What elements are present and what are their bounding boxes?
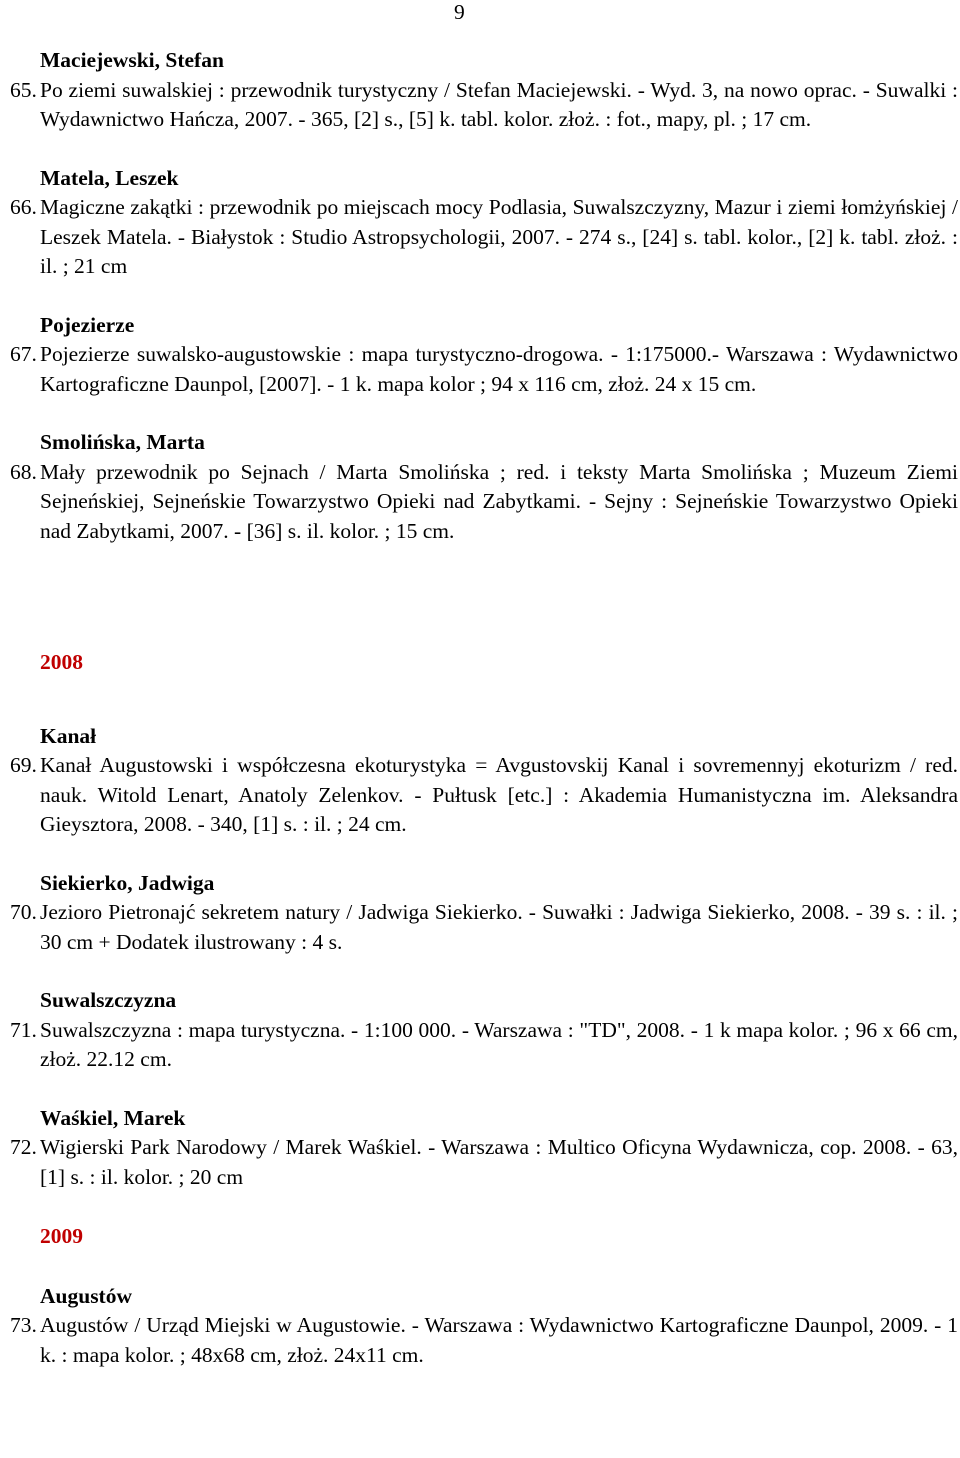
page-number: 9 <box>454 0 465 24</box>
entry-text: Jezioro Pietronajć sekretem natury / Jadwiga Siekierko. - Suwałki : Jadwiga Siekierko, 2008. - 39 s. : il. ; 30 cm + Dodatek ilustrowany : 4 s. <box>40 900 958 954</box>
author-heading: Smolińska, Marta <box>40 430 205 454</box>
bibliography-entry <box>10 1311 958 1370</box>
bibliography-entry <box>10 898 958 957</box>
entry-number: 66. <box>10 195 37 219</box>
entry-number: 65. <box>10 77 37 102</box>
bibliography-list <box>10 46 958 1370</box>
entry-text: Suwalszczyzna : mapa turystyczna. - 1:100 000. - Warszawa : "TD", 2008. - 1 k mapa kolor. ; 96 x 66 cm, złoż. 22.12 cm. <box>40 1017 958 1071</box>
year-heading: 2009 <box>40 1224 83 1248</box>
entry-number: 72. <box>10 1135 37 1159</box>
bibliography-entry <box>10 76 958 135</box>
bibliography-entry <box>10 1133 958 1192</box>
entry-number: 73. <box>10 1313 37 1337</box>
subject-heading: Pojezierze <box>40 312 135 337</box>
entry-number: 71. <box>10 1017 37 1042</box>
bibliography-entry <box>10 1016 958 1075</box>
author-heading: Siekierko, Jadwiga <box>40 870 215 895</box>
year-heading: 2008 <box>40 650 83 674</box>
entry-text: Pojezierze suwalsko-augustowskie : mapa turystyczno-drogowa. - 1:175000.- Warszawa : Wydawnictwo Kartograficzne Daunpol, [2007]. - 1 k. mapa kolor ; 94 x 116 cm, złoż. 24 x 15 cm. <box>40 342 958 396</box>
bibliography-entry <box>10 751 958 840</box>
subject-heading: Kanał <box>40 723 97 748</box>
author-heading: Waśkiel, Marek <box>40 1105 186 1130</box>
entry-text: Kanał Augustowski i współczesna ekoturystyka = Avgustovskij Kanal i sovremennyj ekoturizm / red. nauk. Witold Lenart, Anatoly Zelenkov. - Pułtusk [etc.] : Akademia Humanistyczna im. Aleksandra Gieysztora, 2008. - 340, [1] s. : il. ; 24 cm. <box>40 753 958 836</box>
bibliography-entry <box>10 193 958 282</box>
author-heading: Maciejewski, Stefan <box>40 48 224 72</box>
entry-text: Po ziemi suwalskiej : przewodnik turystyczny / Stefan Maciejewski. - Wyd. 3, na nowo oprac. - Suwalki : Wydawnictwo Hańcza, 2007. - 365, [2] s., [5] k. tabl. kolor. złoż. : fot., mapy, pl. ; 17 cm. <box>40 77 958 131</box>
entry-text: Wigierski Park Narodowy / Marek Waśkiel. - Warszawa : Multico Oficyna Wydawnicza, cop. 2008. - 63, [1] s. : il. kolor. ; 20 cm <box>40 1135 958 1189</box>
subject-heading: Suwalszczyzna <box>40 988 177 1012</box>
subject-heading: Augustów <box>40 1283 132 1308</box>
bibliography-entry <box>10 458 958 547</box>
author-heading: Matela, Leszek <box>40 165 179 190</box>
entry-text: Mały przewodnik po Sejnach / Marta Smolińska ; red. i teksty Marta Smolińska ; Muzeum Ziemi Sejneńskiej, Sejneńskie Towarzystwo Opieki nad Zabytkami. - Sejny : Sejneńskie Towarzystwo Opieki nad Zabytkami, 2007. - [36] s. il. kolor. ; 15 cm. <box>40 459 958 543</box>
entry-number: 70. <box>10 900 37 924</box>
entry-number: 68. <box>10 459 37 484</box>
bibliography-entry <box>10 340 958 399</box>
entry-number: 67. <box>10 342 37 366</box>
entry-number: 69. <box>10 753 37 777</box>
entry-text: Magiczne zakątki : przewodnik po miejscach mocy Podlasia, Suwalszczyzny, Mazur i ziemi łomżyńskiej / Leszek Matela. - Białystok : Studio Astropsychologii, 2007. - 274 s., [24] s. tabl. kolor., [2] k. tabl. złoż. : il. ; 21 cm <box>40 195 958 278</box>
entry-text: Augustów / Urząd Miejski w Augustowie. - Warszawa : Wydawnictwo Kartograficzne Daunpol, 2009. - 1 k. : mapa kolor. ; 48x68 cm, złoż. 24x11 cm. <box>40 1313 958 1367</box>
